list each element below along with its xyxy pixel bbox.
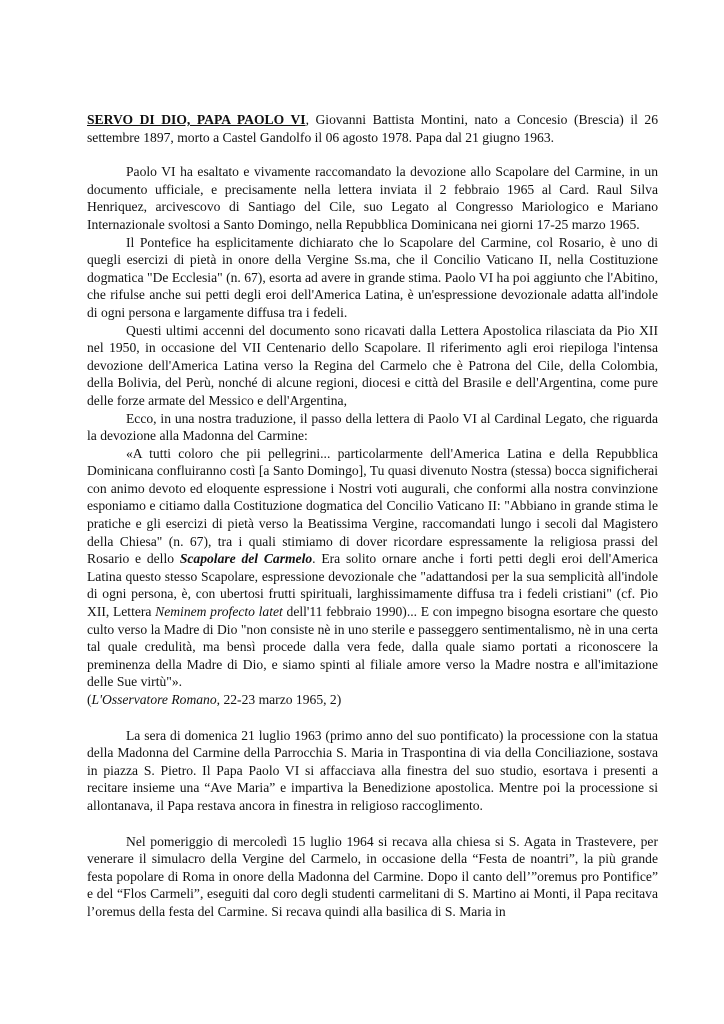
source-open: ( bbox=[87, 692, 92, 707]
paragraph-1: Paolo VI ha esaltato e vivamente raccomandato la devozione allo Scapolare del Carmine, in un documento ufficiale, e precisamente nella lettera inviata il 2 febbraio 1965 al Card. Raul Silva Henriquez, arcivescovo di Santiago del Cile, suo Legato al Congresso Mariologico e Mariano Internazionale svoltosi a Santo Domingo, nella Repubblica Dominicana nei giorni 17-25 marzo 1965. bbox=[87, 164, 658, 232]
paragraph-6: Nel pomeriggio di mercoledì 15 luglio 1964 si recava alla chiesa si S. Agata in Trastevere, per venerare il simulacro della Vergine del Carmelo, in occasione della “Festa de noantri”, la più grande festa popolare di Roma in onore della Madonna del Carmine. Dopo il canto dell’”oremus pro Pontifice” e del “Flos Carmeli”, eseguiti dal coro degli studenti carmelitani di S. Martino ai Monti, il Papa recitava l’oremus della festa del Carmine. Si recava quindi alla basilica di S. Maria in bbox=[87, 833, 658, 919]
quote-part-b: . Era solito ornare anche i forti petti degli eroi dell'America Latina questo stesso Scapolare, espressione devozionale che "adattandosi per la sua semplicità all'indole di ogni persona, è, con ubertosi frutti spirituali, larghissimamente diffusa tra i fedeli cristiani" (cf. Pio XII, Lettera bbox=[87, 551, 659, 620]
quote-part-a: «A tutti coloro che pii pellegrini... particolarmente dell'America Latina e della Repubblica Dominicana confluiranno costì [a Santo Domingo], Tu quasi divenuto Nostra (stessa) bocca significherai con animo devoto ed eloquente espressione i Nostri voti augurali, che conformi alla nostra convinzione esponiamo e citiamo dalla Costituzione dogmatica del Concilio Vaticano II: "Abbiano in grande stima le pratiche e gli esercizi di pietà verso la Beatissima Vergine, raccomandati lungo i secoli dal Magistero della Chiesa" (n. 67), tra i quali stimiamo di dover ricordare espressamente la religiosa prassi del Rosario e dello bbox=[87, 445, 658, 567]
intro-text: , Giovanni Battista Montini, nato a Concesio (Brescia) il 26 settembre 1897, morto a Castel Gandolfo il 06 agosto 1978. Papa dal 21 giugno 1963. bbox=[87, 112, 659, 145]
intro-paragraph bbox=[87, 111, 658, 146]
paragraph-5: La sera di domenica 21 luglio 1963 (primo anno del suo pontificato) la processione con la statua della Madonna del Carmine della Parrocchia S. Maria in Traspontina di via della Conciliazione, sostava in piazza S. Pietro. Il Papa Paolo VI si affacciava alla finestra del suo studio, esortava i presenti a recitare insieme una “Ave Maria” e impartiva la Benedizione apostolica. Mentre poi la processione si allontanava, il Papa restava ancora in finestra in religioso raccoglimento. bbox=[87, 727, 658, 813]
source-rest: , 22-23 marzo 1965, 2) bbox=[216, 692, 342, 707]
quotation bbox=[87, 445, 658, 691]
paragraph-2: Il Pontefice ha esplicitamente dichiarato che lo Scapolare del Carmine, col Rosario, è uno di quegli esercizi di pietà in onore della Vergine Ss.ma, che il Concilio Vaticano II, nella Costituzione dogmatica "De Ecclesia" (n. 67), esorta ad avere in grande stima. Paolo VI ha poi aggiunto che l'Abitino, che rifulse anche sui petti degli eroi dell'America Latina, è un'espressione devozionale adatta all'indole di ogni persona e largamente diffusa tra i fedeli. bbox=[87, 234, 658, 320]
source-journal: L'Osservatore Romano bbox=[91, 692, 217, 707]
quote-part-c: dell'11 febbraio 1990)... E con impegno bisogna esortare che questo culto verso la Madre di Dio "non consiste nè in uno sterile e passeggero sentimentalismo, nè in una certa tal quale credulità, ma bensì procede dalla vera fede, dalla quale siamo portati a riconoscere la preminenza della Madre di Dio, e siamo spinti al filiale amore verso la Madre nostra e all'imitazione delle Sue virtù"». bbox=[87, 604, 658, 690]
quote-emphasis: Scapolare del Carmelo bbox=[179, 551, 313, 567]
quote-letter-title: Neminem profecto latet bbox=[155, 604, 283, 620]
paragraph-4: Ecco, in una nostra traduzione, il passo della lettera di Paolo VI al Cardinal Legato, che riguarda la devozione alla Madonna del Carmine: bbox=[87, 410, 658, 444]
document-page bbox=[87, 111, 658, 921]
paragraph-3: Questi ultimi accenni del documento sono ricavati dalla Lettera Apostolica rilasciata da Pio XII nel 1950, in occasione del VII Centenario dello Scapolare. Il riferimento agli eroi riepiloga l'intensa devozione dell'America Latina verso la Regina del Carmelo che è Patrona del Cile, della Colombia, della Bolivia, del Perù, nonché di alcune regioni, diocesi e città del Brasile e dell'Argentina, come pure delle forze armate del Messico e dell'Argentina, bbox=[87, 322, 658, 408]
source-citation bbox=[87, 691, 658, 709]
document-title: SERVO DI DIO, PAPA PAOLO VI bbox=[87, 112, 306, 127]
